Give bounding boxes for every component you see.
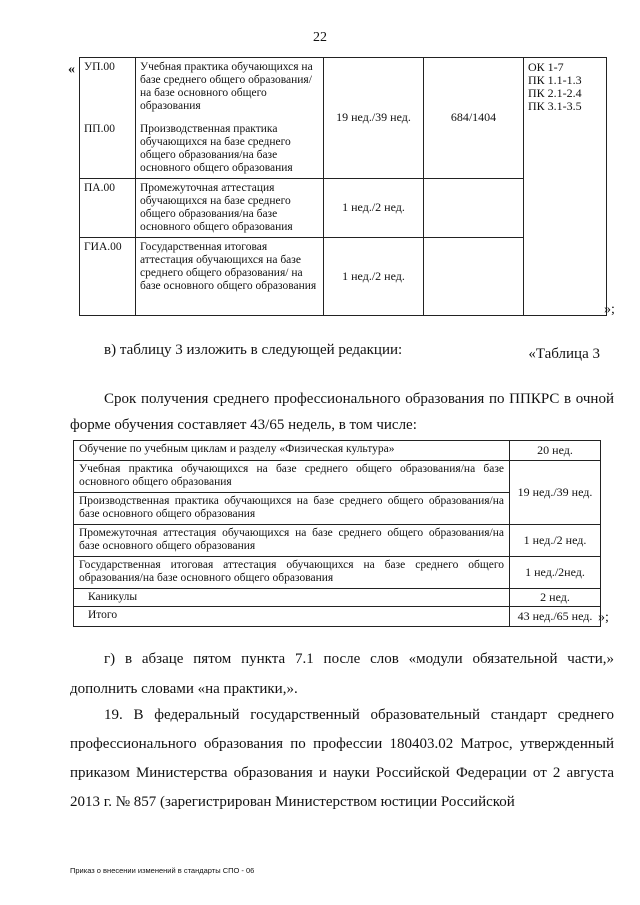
table-cell-empty xyxy=(424,178,524,237)
table-row xyxy=(74,525,601,557)
table-cell-code: ПА.00 xyxy=(80,178,136,237)
table-cell-empty xyxy=(424,237,524,315)
subpoint-v: в) таблицу 3 изложить в следующей редакции: xyxy=(104,342,403,358)
table-cell-label: Итого xyxy=(74,607,510,627)
paragraph-19: 19. В федеральный государственный образовательный стандарт среднего профессионального образования по профессии 180403.02 Матрос, утвержденный приказом Министерства образования и науки Российской Федерации от 2 августа 2013 г. № 857 (зарегистрирован Министерством юстиции Российской xyxy=(70,707,614,810)
table-cell-value: 1 нед./2 нед. xyxy=(510,525,601,557)
page-number: 22 xyxy=(313,30,327,45)
table-cell-label: Государственная итоговая аттестация обучающихся на базе среднего общего образования/на базе основного общего образования xyxy=(74,557,510,589)
table1 xyxy=(79,57,607,316)
table-row xyxy=(74,441,601,461)
table3-caption: «Таблица 3 xyxy=(528,346,600,362)
table-row xyxy=(74,557,601,589)
competency-item: ПК 3.1-3.5 xyxy=(528,99,582,113)
footer-note: Приказ о внесении изменений в стандарты СПО - 06 xyxy=(70,866,255,875)
table-cell-time: 1 нед./2 нед. xyxy=(324,178,424,237)
table-cell-code: ГИА.00 xyxy=(80,237,136,315)
table-cell-label: Промежуточная аттестация обучающихся на базе среднего общего образования/на базе основного общего образования xyxy=(74,525,510,557)
table-cell-label: Каникулы xyxy=(74,589,510,607)
table-cell-label: Учебная практика обучающихся на базе среднего общего образования/на базе основного общего образования xyxy=(74,461,510,493)
table3-close-quote: »; xyxy=(598,610,609,625)
table-row xyxy=(74,589,601,607)
table-cell-label: Обучение по учебным циклам и разделу «Физическая культура» xyxy=(74,441,510,461)
table1-close-quote: »; xyxy=(604,302,615,317)
table-cell-name: Учебная практика обучающихся на базе среднего общего образования/на базе основного общего образования xyxy=(136,58,324,120)
table-cell-code: ПП.00 xyxy=(80,120,136,179)
competencies-cell xyxy=(524,58,607,316)
table-cell-value: 20 нед. xyxy=(510,441,601,461)
practice-time-cell: 19 нед./39 нед. xyxy=(324,58,424,179)
duration-paragraph: Срок получения среднего профессионального образования по ППКРС в очной форме обучения составляет 43/65 недель, в том числе: xyxy=(70,391,614,433)
table1-open-quote: « xyxy=(68,62,75,77)
table-cell-time: 1 нед./2 нед. xyxy=(324,237,424,315)
table-cell-value: 43 нед./65 нед. xyxy=(510,607,601,627)
table-cell-name: Производственная практика обучающихся на базе среднего общего образования/на базе основного общего образования xyxy=(136,120,324,179)
table-cell-value: 1 нед./2нед. xyxy=(510,557,601,589)
table-cell-name: Государственная итоговая аттестация обучающихся на базе среднего общего образования/ на базе основного общего образования xyxy=(136,237,324,315)
table-row xyxy=(74,607,601,627)
table-cell-label: Производственная практика обучающихся на базе среднего общего образования/на базе основного общего образования xyxy=(74,493,510,525)
competency-item: ПК 1.1-1.3 xyxy=(528,73,582,87)
subpoint-g: г) в абзаце пятом пункта 7.1 после слов «модули обязательной части,» дополнить словами «на практики,». xyxy=(70,651,614,697)
table-cell-code: УП.00 xyxy=(80,58,136,120)
competency-item: ПК 2.1-2.4 xyxy=(528,86,582,100)
practice-hours-cell: 684/1404 xyxy=(424,58,524,179)
table-row xyxy=(74,461,601,493)
table3 xyxy=(73,440,601,627)
table-cell-name: Промежуточная аттестация обучающихся на базе среднего общего образования/на базе основного общего образования xyxy=(136,178,324,237)
table-row xyxy=(80,58,607,120)
table-cell-value: 19 нед./39 нед. xyxy=(510,461,601,525)
competency-item: ОК 1-7 xyxy=(528,60,564,74)
table-cell-value: 2 нед. xyxy=(510,589,601,607)
